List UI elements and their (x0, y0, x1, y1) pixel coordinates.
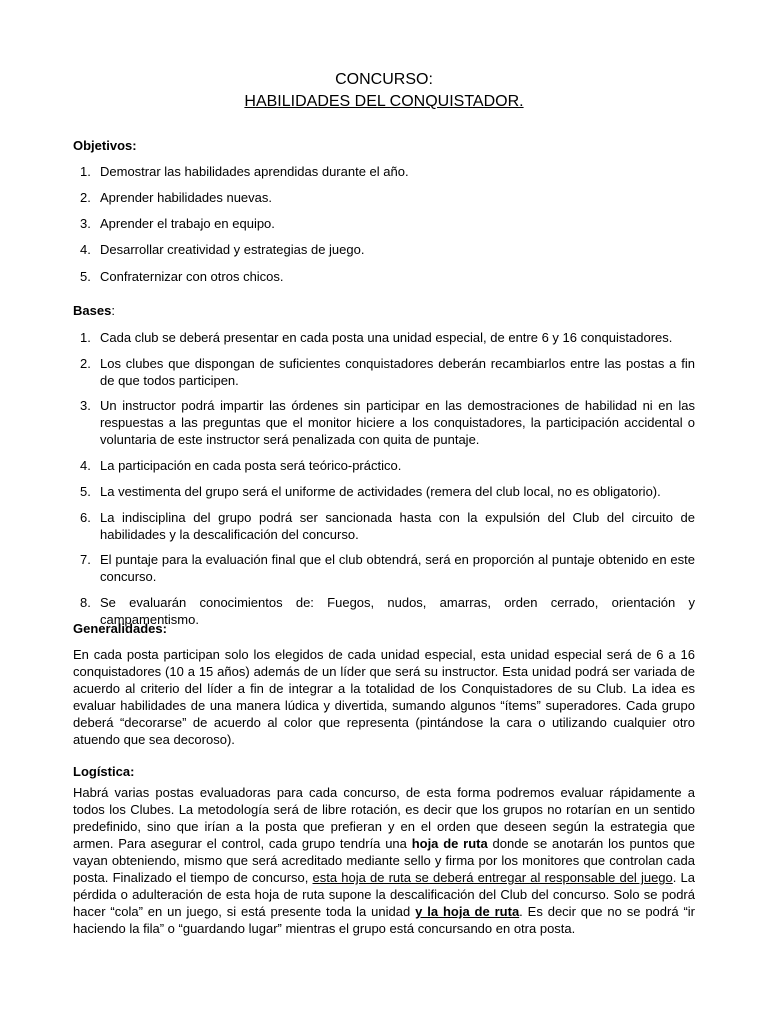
list-number: 7. (80, 552, 91, 567)
logistica-text-1: Habrá varias postas evaluadoras para cada concurso, de esta forma podremos evaluar rápidamente a todos los Clubes. La metodología será de libre rotación, es decir que los grupos no rotarían en un sentido predefinido, sino que irían a la posta que prefieran y en el orden que deseen según la estrategia que armen. Para asegurar el control, cada grupo tendría una (73, 785, 695, 851)
list-text: Cada club se deberá presentar en cada posta una unidad especial, de entre 6 y 16 conquistadores. (100, 330, 673, 345)
list-text: La vestimenta del grupo será el uniforme de actividades (remera del club local, no es obligatorio). (100, 484, 661, 499)
list-text: Desarrollar creatividad y estrategias de juego. (100, 242, 365, 257)
list-number: 8. (80, 595, 91, 610)
bases-item (73, 329, 695, 346)
bases-item (73, 483, 695, 500)
bases-heading (73, 302, 115, 319)
list-number: 3. (80, 216, 91, 231)
bases-heading-text: Bases (73, 303, 112, 318)
bases-item (73, 355, 695, 389)
logistica-text-3: . La pérdida o adulteración de esta hoja de ruta supone la descalificación del Club del concurso. Solo se podrá hacer “cola” en un juego, si está presente toda la unidad (73, 870, 696, 919)
title-line-1: CONCURSO: (335, 71, 433, 88)
bases-heading-colon: : (111, 303, 115, 318)
list-number: 5. (80, 269, 91, 284)
list-text: Aprender habilidades nuevas. (100, 190, 273, 205)
logistica-text-2: donde se anotarán los puntos que vayan obteniendo, mismo que será acreditado mediante sello y firma por los monitores que controlan cada posta. Finalizado el tiempo de concurso, (73, 836, 695, 885)
logistica-paragraph (73, 784, 695, 937)
bases-item (73, 397, 695, 448)
list-number: 5. (80, 484, 91, 499)
list-text: La indisciplina del grupo podrá ser sancionada hasta con la expulsión del Club del circuito de habilidades y la descalificación del concurso. (100, 510, 695, 542)
bases-item (73, 457, 695, 474)
list-text: El puntaje para la evaluación final que el club obtendrá, será en proporción al puntaje obtenido en este concurso. (100, 552, 695, 584)
generalidades-heading: Generalidades: (73, 621, 167, 636)
logistica-bold-underline-hoja: y la hoja de ruta (415, 904, 520, 919)
objetivos-item (73, 163, 695, 180)
list-text: Los clubes que dispongan de suficientes conquistadores deberán recambiarlos entre las postas a fin de que todos participen. (100, 356, 695, 388)
objetivos-item (73, 189, 695, 206)
list-text: Demostrar las habilidades aprendidas durante el año. (100, 164, 409, 179)
list-number: 2. (80, 190, 91, 205)
logistica-heading: Logística: (73, 764, 135, 779)
title-line-2: HABILIDADES DEL CONQUISTADOR. (244, 93, 524, 110)
list-number: 6. (80, 510, 91, 525)
list-number: 1. (80, 330, 91, 345)
list-number: 1. (80, 164, 91, 179)
objetivos-item (73, 215, 695, 232)
objetivos-item (73, 268, 695, 285)
document-title (73, 69, 695, 113)
list-number: 4. (80, 458, 91, 473)
list-text: Un instructor podrá impartir las órdenes sin participar en las demostraciones de habilidad ni en las respuestas a las preguntas que el monitor hiciere a los conquistadores, la participación accidental o voluntaria de este instructor será penalizada con quita de puntaje. (100, 398, 695, 447)
logistica-text-4: . Es decir que no se podrá “ir haciendo la fila” o “guardando lugar” mientras el grupo está concursando en otra posta. (73, 904, 695, 936)
list-text: Se evaluarán conocimientos de: Fuegos, nudos, amarras, orden cerrado, orientación y campamentismo. (100, 595, 695, 627)
bases-item (73, 551, 695, 585)
list-text: Aprender el trabajo en equipo. (100, 216, 275, 231)
objetivos-heading: Objetivos: (73, 138, 137, 153)
list-number: 3. (80, 398, 91, 413)
logistica-underline-entrega: esta hoja de ruta se deberá entregar al responsable del juego (312, 870, 673, 885)
logistica-bold-hoja-de-ruta: hoja de ruta (411, 836, 488, 851)
generalidades-paragraph: En cada posta participan solo los elegidos de cada unidad especial, esta unidad especial será de 6 a 16 conquistadores (10 a 15 años) además de un líder que será su instructor. Esta unidad podrá ser variada de acuerdo al criterio del líder a fin de integrar a la totalidad de los Conquistadores de su Club. La idea es evaluar habilidades de una manera lúdica y divertida, sumando algunos “ítems” superadores. Cada grupo deberá “decorarse” de acuerdo al color que representa (pintándose la cara o utilizando cualquier otro atuendo que sea decoroso). (73, 647, 695, 747)
bases-item (73, 509, 695, 543)
list-text: La participación en cada posta será teórico-práctico. (100, 458, 402, 473)
list-text: Confraternizar con otros chicos. (100, 269, 284, 284)
list-number: 4. (80, 242, 91, 257)
document-page (73, 0, 695, 1024)
list-number: 2. (80, 356, 91, 371)
objetivos-item (73, 241, 695, 258)
